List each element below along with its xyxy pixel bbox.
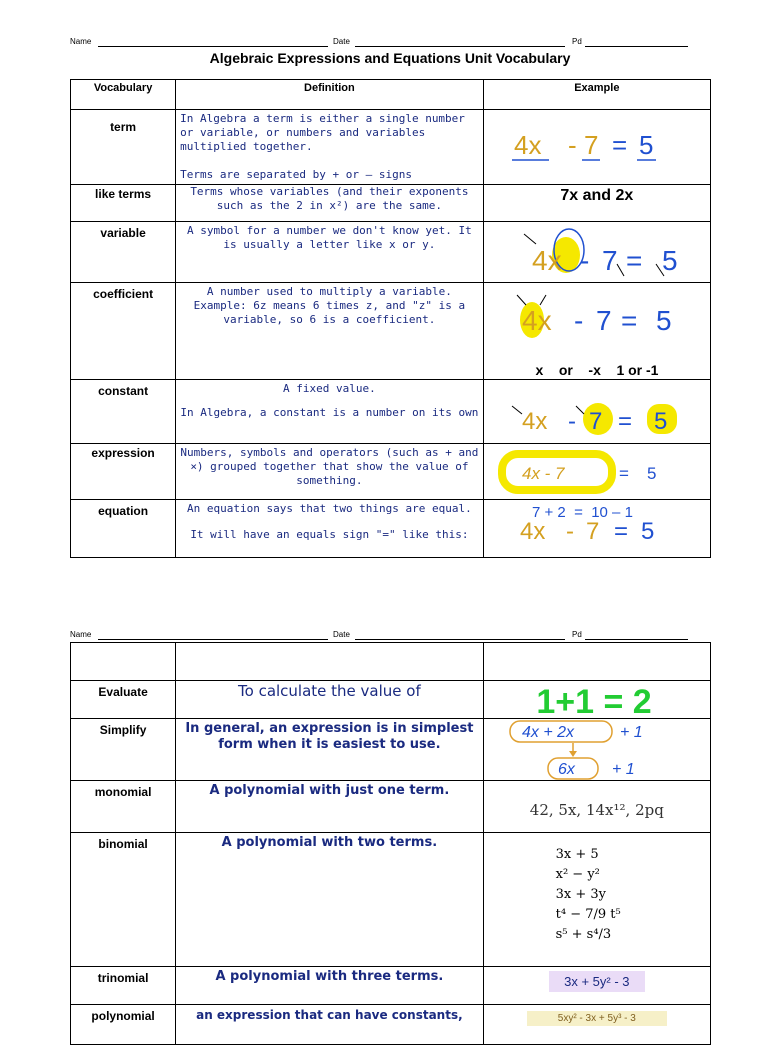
def-line: A fixed value. bbox=[283, 382, 376, 395]
ex-const-dash: - bbox=[567, 408, 576, 435]
table-row bbox=[71, 500, 711, 558]
ex-term-c: 5 bbox=[638, 130, 654, 160]
example bbox=[483, 222, 710, 283]
ex-simp-rest2: + 1 bbox=[611, 761, 635, 778]
binomial-line: 3x + 5 bbox=[555, 847, 599, 862]
binomial-line: x² − y² bbox=[555, 867, 600, 882]
ex-expr-eq: = bbox=[618, 464, 629, 483]
vocab-table-1 bbox=[70, 79, 711, 558]
pd-line[interactable] bbox=[585, 46, 688, 47]
ex-var-c: 5 bbox=[661, 245, 678, 276]
ex-coef-eq: = bbox=[620, 305, 637, 336]
ex-coef-c: 5 bbox=[655, 305, 672, 336]
def-line: multiplied together. bbox=[180, 140, 313, 153]
table-row bbox=[71, 110, 711, 185]
example bbox=[483, 110, 710, 185]
binomial-line: t⁴ − 7/9 t⁵ bbox=[555, 907, 621, 922]
example bbox=[483, 719, 710, 781]
table-row bbox=[71, 681, 711, 719]
arrow bbox=[576, 406, 584, 414]
definition bbox=[176, 380, 483, 444]
example bbox=[483, 1005, 710, 1045]
date-line[interactable] bbox=[355, 639, 565, 640]
table-row bbox=[71, 781, 711, 833]
table-row bbox=[71, 1005, 711, 1045]
name-label: Name bbox=[70, 630, 92, 639]
definition: A polynomial with just one term. bbox=[176, 781, 483, 833]
vocab-word: polynomial bbox=[71, 1005, 176, 1045]
vocab-table-2 bbox=[70, 642, 711, 1045]
coef-note: x or -x 1 or -1 bbox=[535, 362, 659, 378]
vocab-word: Simplify bbox=[71, 719, 176, 781]
table-row bbox=[71, 185, 711, 222]
date-label: Date bbox=[333, 630, 350, 639]
table-row bbox=[71, 967, 711, 1005]
definition: an expression that can have constants, bbox=[176, 1005, 483, 1045]
ex-const-b: 7 bbox=[588, 408, 602, 435]
ex-coef-dash: - bbox=[573, 305, 583, 336]
ex-var-b: 7 bbox=[601, 245, 618, 276]
name-line[interactable] bbox=[98, 46, 328, 47]
date-line[interactable] bbox=[355, 46, 565, 47]
ex-eq-top: 7 + 2 = 10 – 1 bbox=[531, 504, 633, 521]
example bbox=[483, 185, 710, 222]
vocab-word: coefficient bbox=[71, 283, 176, 380]
ex-expr-c: 5 bbox=[646, 464, 657, 483]
example-term-figure bbox=[484, 110, 711, 182]
arrow-head bbox=[569, 751, 577, 757]
ex-expr-a: 4x - 7 bbox=[521, 464, 565, 483]
example bbox=[483, 967, 710, 1005]
arrow bbox=[524, 234, 536, 244]
col-definition: Definition bbox=[176, 80, 483, 110]
ex-simp-box2: 6x bbox=[557, 761, 575, 778]
def-line: An equation says that two things are equal. bbox=[187, 502, 472, 515]
binomial-line: s⁵ + s⁴/3 bbox=[555, 927, 612, 942]
ex-coef-b: 7 bbox=[595, 305, 612, 336]
vocab-word: like terms bbox=[71, 185, 176, 222]
ex-eq-eq: = bbox=[613, 518, 628, 545]
example bbox=[483, 681, 710, 719]
ex-eq-c: 5 bbox=[640, 518, 654, 545]
example bbox=[483, 283, 710, 380]
arrow bbox=[517, 295, 526, 305]
header-fields bbox=[70, 37, 688, 49]
table-header-row bbox=[71, 80, 711, 110]
definition: Terms whose variables (and their exponents such as the 2 in x²) are the same. bbox=[176, 185, 483, 222]
example bbox=[483, 444, 710, 500]
definition: In general, an expression is in simplest form when it is easiest to use. bbox=[176, 719, 483, 781]
ex-term-op: - bbox=[567, 130, 577, 160]
name-line[interactable] bbox=[98, 639, 328, 640]
table-row bbox=[71, 444, 711, 500]
table-row bbox=[71, 833, 711, 967]
vocab-word: constant bbox=[71, 380, 176, 444]
empty-cell bbox=[483, 643, 710, 681]
binomial-line: 3x + 3y bbox=[555, 887, 606, 902]
ex-coef-a: 4x bbox=[521, 305, 552, 336]
definition bbox=[176, 110, 483, 185]
definition: To calculate the value of bbox=[176, 681, 483, 719]
vocab-word: binomial bbox=[71, 833, 176, 967]
date-label: Date bbox=[333, 37, 350, 46]
vocab-word: trinomial bbox=[71, 967, 176, 1005]
example-polynomial: 5xy² - 3x + 5y³ - 3 bbox=[527, 1011, 667, 1026]
ex-var-eq: = bbox=[625, 245, 642, 276]
ex-simp-rest: + 1 bbox=[619, 724, 643, 741]
example bbox=[483, 500, 710, 558]
example-like-terms: 7x and 2x bbox=[560, 187, 634, 204]
arrow bbox=[617, 264, 624, 276]
vocab-word: equation bbox=[71, 500, 176, 558]
def-line: In Algebra a term is either a single number bbox=[180, 112, 465, 125]
table-row bbox=[71, 380, 711, 444]
ex-var-a: 4x bbox=[531, 245, 562, 276]
arrow bbox=[540, 295, 546, 305]
ex-term-a: 4x bbox=[513, 130, 542, 160]
pd-label: Pd bbox=[572, 630, 582, 639]
empty-cell bbox=[176, 643, 483, 681]
ex-term-b: 7 bbox=[583, 130, 599, 160]
ex-var-dash: - bbox=[579, 245, 589, 276]
table-row bbox=[71, 222, 711, 283]
example-coefficient-figure bbox=[484, 283, 711, 380]
example-constant-figure bbox=[484, 380, 711, 444]
example-monomial: 42, 5x, 14x¹², 2pq bbox=[529, 801, 664, 819]
definition: A polynomial with two terms. bbox=[176, 833, 483, 967]
vocab-word: variable bbox=[71, 222, 176, 283]
def-line: In Algebra, a constant is a number on its own bbox=[180, 406, 479, 419]
example-evaluate-figure bbox=[484, 681, 711, 719]
ex-simp-box1: 4x + 2x bbox=[521, 724, 574, 741]
page-title: Algebraic Expressions and Equations Unit Vocabulary bbox=[209, 50, 571, 66]
ex-evaluate: 1+1 = 2 bbox=[535, 683, 652, 719]
example-variable-figure bbox=[484, 222, 711, 283]
ex-eq-op: - bbox=[565, 518, 574, 545]
col-vocabulary: Vocabulary bbox=[71, 80, 176, 110]
arrow bbox=[512, 406, 522, 414]
definition: A number used to multiply a variable. Example: 6z means 6 times z, and "z" is a variable, so 6 is a coefficient. bbox=[176, 283, 483, 380]
example-equation-figure bbox=[484, 500, 711, 558]
vocab-word: Evaluate bbox=[71, 681, 176, 719]
table-row bbox=[71, 719, 711, 781]
def-line: Terms are separated by + or – signs bbox=[180, 168, 412, 181]
definition: A polynomial with three terms. bbox=[176, 967, 483, 1005]
ex-const-a: 4x bbox=[521, 408, 547, 435]
example bbox=[483, 833, 710, 967]
example-trinomial: 3x + 5y² - 3 bbox=[549, 971, 645, 992]
example-simplify-figure bbox=[484, 719, 711, 781]
example bbox=[483, 380, 710, 444]
ex-eq-b: 7 bbox=[585, 518, 599, 545]
example bbox=[483, 781, 710, 833]
definition: A symbol for a number we don't know yet. It is usually a letter like x or y. bbox=[176, 222, 483, 283]
ex-term-eq: = bbox=[611, 130, 627, 160]
ex-const-c: 5 bbox=[653, 408, 667, 435]
example-expression-figure bbox=[484, 444, 711, 500]
vocab-word: term bbox=[71, 110, 176, 185]
definition bbox=[176, 500, 483, 558]
vocab-word: expression bbox=[71, 444, 176, 500]
ex-const-eq: = bbox=[617, 408, 632, 435]
table-row bbox=[71, 283, 711, 380]
name-label: Name bbox=[70, 37, 92, 46]
definition: Numbers, symbols and operators (such as + and ×) grouped together that show the value of something. bbox=[176, 444, 483, 500]
pd-line[interactable] bbox=[585, 639, 688, 640]
empty-cell bbox=[71, 643, 176, 681]
example-binomial bbox=[484, 833, 710, 945]
pd-label: Pd bbox=[572, 37, 582, 46]
vocab-word: monomial bbox=[71, 781, 176, 833]
def-line: or variable, or numbers and variables bbox=[180, 126, 426, 139]
def-line: It will have an equals sign "=" like this: bbox=[190, 528, 469, 541]
table-row bbox=[71, 643, 711, 681]
col-example: Example bbox=[483, 80, 710, 110]
header-fields-2 bbox=[70, 630, 688, 642]
ex-eq-a: 4x bbox=[519, 518, 545, 545]
